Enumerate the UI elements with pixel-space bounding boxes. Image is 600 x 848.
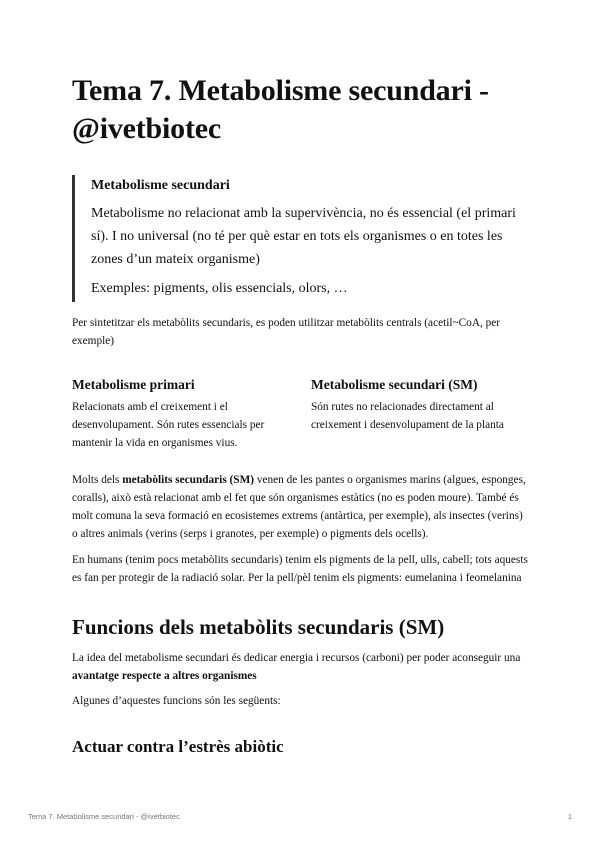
comparison-columns: [72, 377, 528, 452]
section-text-bold: avantatge respecte a altres organismes: [72, 670, 257, 682]
document-page: [72, 72, 528, 758]
callout-examples: Exemples: pigments, olis essencials, olors, …: [91, 281, 348, 296]
subsection-heading: Actuar contra l’estrès abiòtic: [72, 737, 284, 756]
section-heading: Funcions dels metabòlits secundaris (SM): [72, 615, 445, 639]
column-primary-heading: Metabolisme primari: [72, 377, 195, 392]
column-secondary-text: Són rutes no relacionades directament al creixement i desenvolupament de la planta: [311, 401, 504, 431]
section-text-start: La idea del metabolisme secundari és dedicar energia i recursos (carboni) per poder aconseguir una: [72, 652, 521, 664]
callout-text: Metabolisme no relacionat amb la supervivència, no és essencial (el primari sí). I no universal (no té per què estar en tots els organismes o en totes les zones d’un mateix organisme): [91, 206, 516, 267]
section-paragraph: [72, 649, 528, 685]
column-secondary-heading: Metabolisme secundari (SM): [311, 377, 478, 392]
footer-page-number: 1: [567, 812, 572, 821]
humans-paragraph: En humans (tenim pocs metabòlits secundaris) tenim els pigments de la pell, ulls, cabell; tots aquests es fan per protegir de la radiació solar. Per la pell/pèl tenim els pigments: eumelanina i feomelanina: [72, 554, 528, 584]
column-primary-text: Relacionats amb el creixement i el desenvolupament. Són rutes essencials per mantenir la vida en organismes vius.: [72, 401, 265, 449]
column-primary: [72, 377, 299, 452]
column-secondary: [299, 377, 528, 452]
marine-paragraph: [72, 471, 528, 543]
callout-heading: Metabolisme secundari: [91, 178, 230, 193]
functions-intro: Algunes d’aquestes funcions són les següents:: [72, 695, 281, 707]
page-title: Tema 7. Metabolisme secundari - @ivetbiotec: [72, 74, 489, 145]
marine-text-end: venen de les pantes o organismes marins (algues, esponges, coralls), això està relacionat amb el fet que són organismes estàtics (no es poden moure). També és molt comuna la seva formació en ecosistemes extrems (antàrtica, per exemple), als insectes (verins) o altres animals (verins (serps i granotes, per exemple) o pigments dels ocells).: [72, 474, 526, 540]
intro-paragraph: Per sintetitzar els metabòlits secundaris, es poden utilitzar metabòlits centrals (acetil~CoA, per exemple): [72, 317, 501, 347]
marine-text-start: Molts dels: [72, 474, 123, 486]
marine-text-bold: metabòlits secundaris (SM): [122, 474, 255, 486]
page-footer: [28, 812, 572, 821]
callout-box: [72, 175, 528, 302]
footer-title: Tema 7. Metabolisme secundari - @ivetbiotec: [28, 812, 180, 821]
